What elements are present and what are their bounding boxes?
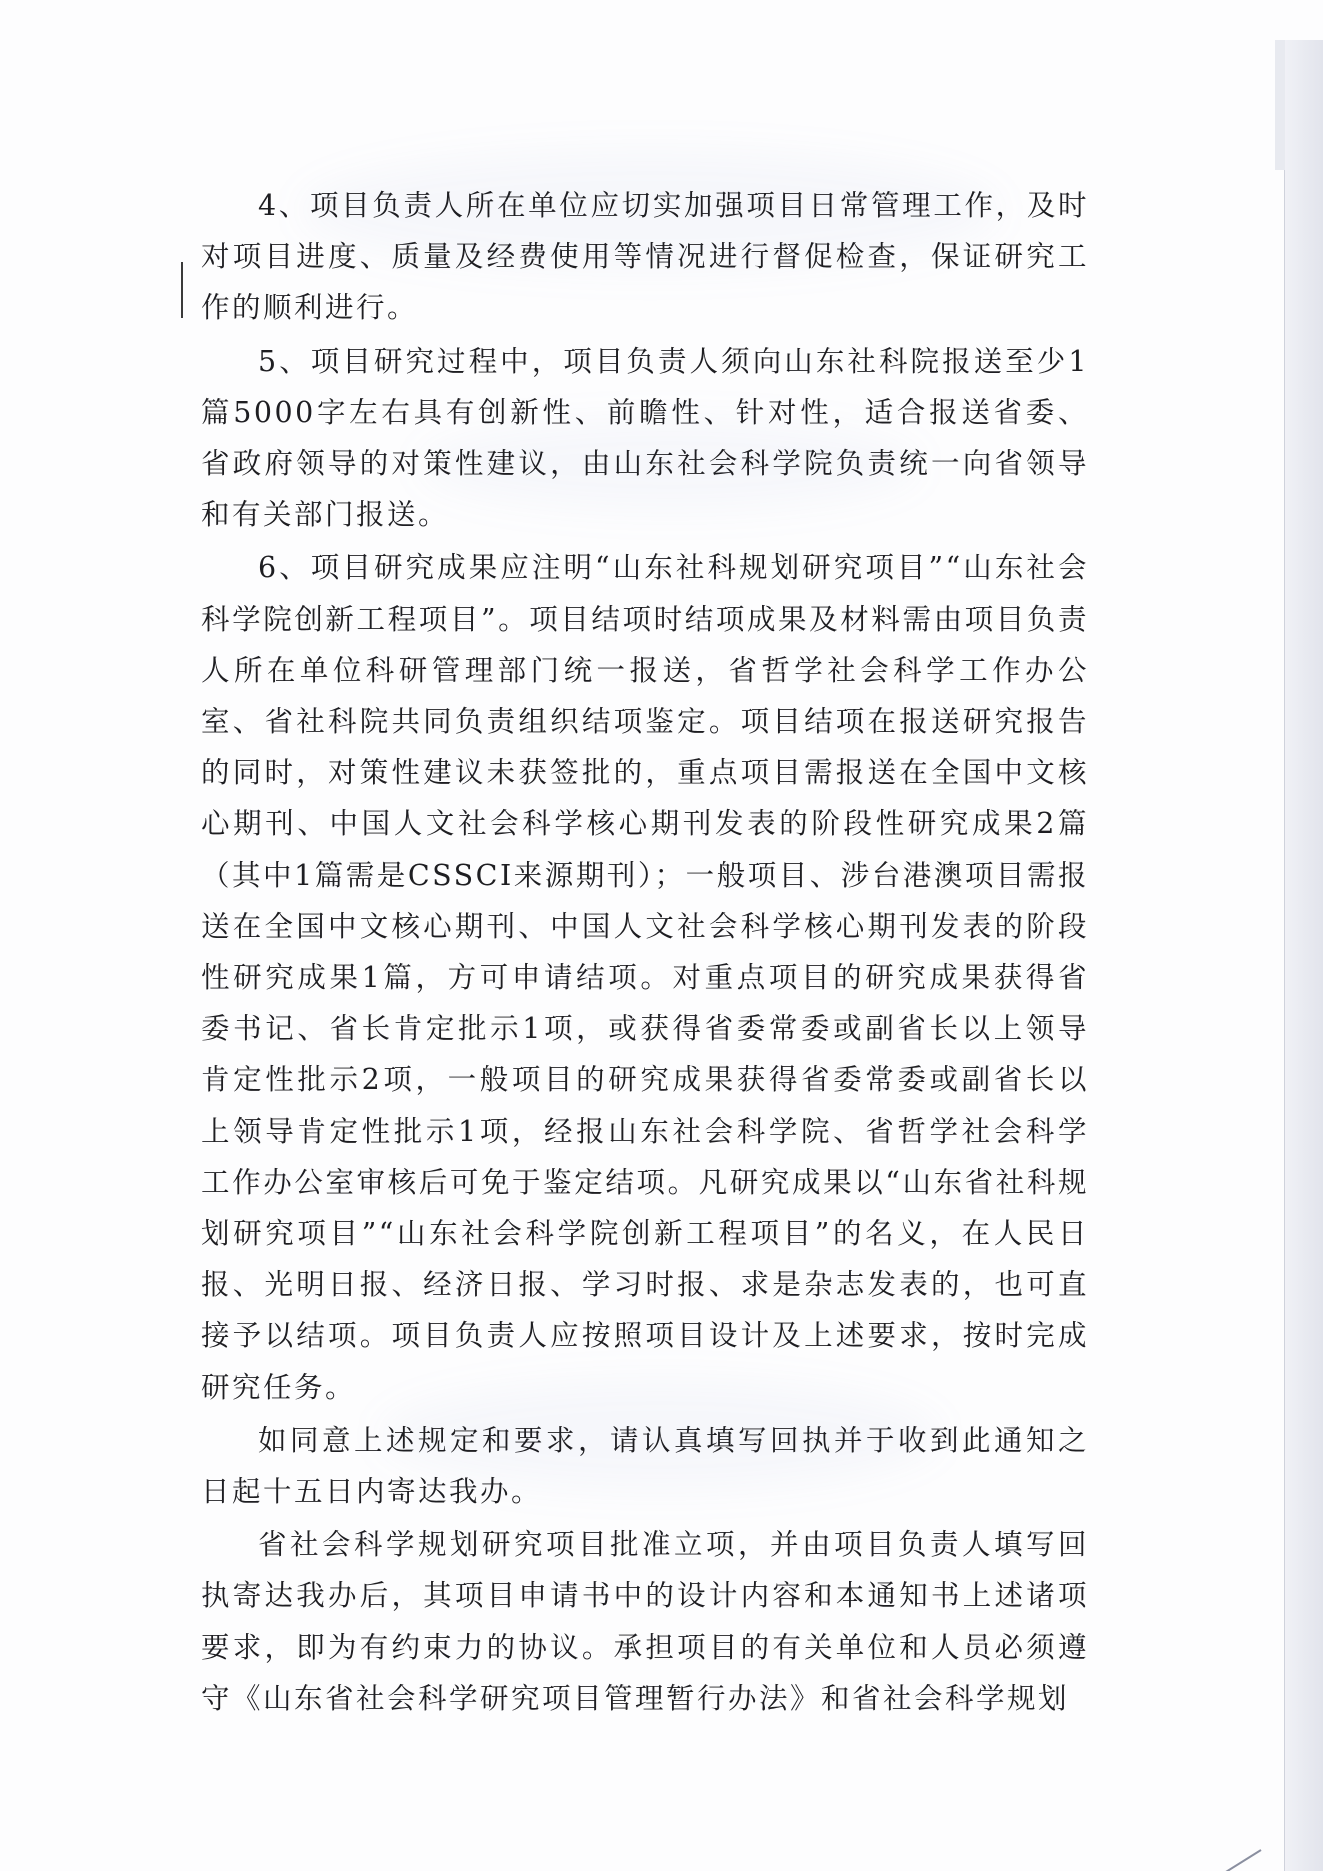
paragraph-reply-instruction: 如同意上述规定和要求，请认真填写回执并于收到此通知之日起十五日内寄达我办。 bbox=[201, 1423, 1089, 1509]
paragraph-item-5: 5、项目研究过程中，项目负责人须向山东社科院报送至少1篇5000字左右具有创新性、前瞻性、针对性，适合报送省委、省政府领导的对策性建议，由山东社会科学院负责统一向省领导和有关部门报送。 bbox=[201, 344, 1089, 532]
document-body bbox=[201, 180, 1089, 1726]
page-edge-right bbox=[1284, 40, 1323, 1871]
corner-scan-mark bbox=[1210, 1849, 1262, 1871]
margin-mark bbox=[181, 262, 183, 318]
paragraph-item-6: 6、项目研究成果应注明“山东社科规划研究项目”“山东社会科学院创新工程项目”。项目结项时结项成果及材料需由项目负责人所在单位科研管理部门统一报送，省哲学社会科学工作办公室、省社科院共同负责组织结项鉴定。项目结项在报送研究报告的同时，对策性建议未获签批的，重点项目需报送在全国中文核心期刊、中国人文社会科学核心期刊发表的阶段性研究成果2篇（其中1篇需是CSSCI来源期刊）；一般项目、涉台港澳项目需报送在全国中文核心期刊、中国人文社会科学核心期刊发表的阶段性研究成果1篇，方可申请结项。对重点项目的研究成果获得省委书记、省长肯定批示1项，或获得省委常委或副省长以上领导肯定性批示2项，一般项目的研究成果获得省委常委或副省长以上领导肯定性批示1项，经报山东社会科学院、省哲学社会科学工作办公室审核后可免于鉴定结项。凡研究成果以“山东省社科规划研究项目”“山东社会科学院创新工程项目”的名义，在人民日报、光明日报、经济日报、学习时报、求是杂志发表的，也可直接予以结项。项目负责人应按照项目设计及上述要求，按时完成研究任务。 bbox=[201, 551, 1089, 1404]
paragraph-agreement: 省社会科学规划研究项目批准立项，并由项目负责人填写回执寄达我办后，其项目申请书中的设计内容和本通知书上述诸项要求，即为有约束力的协议。承担项目的有关单位和人员必须遵守《山东省社会科学研究项目管理暂行办法》和省社会科学规划 bbox=[201, 1528, 1089, 1715]
page-edge-tab bbox=[1275, 40, 1285, 170]
paragraph-item-4: 4、项目负责人所在单位应切实加强项目日常管理工作，及时对项目进度、质量及经费使用等情况进行督促检查，保证研究工作的顺利进行。 bbox=[201, 189, 1089, 325]
